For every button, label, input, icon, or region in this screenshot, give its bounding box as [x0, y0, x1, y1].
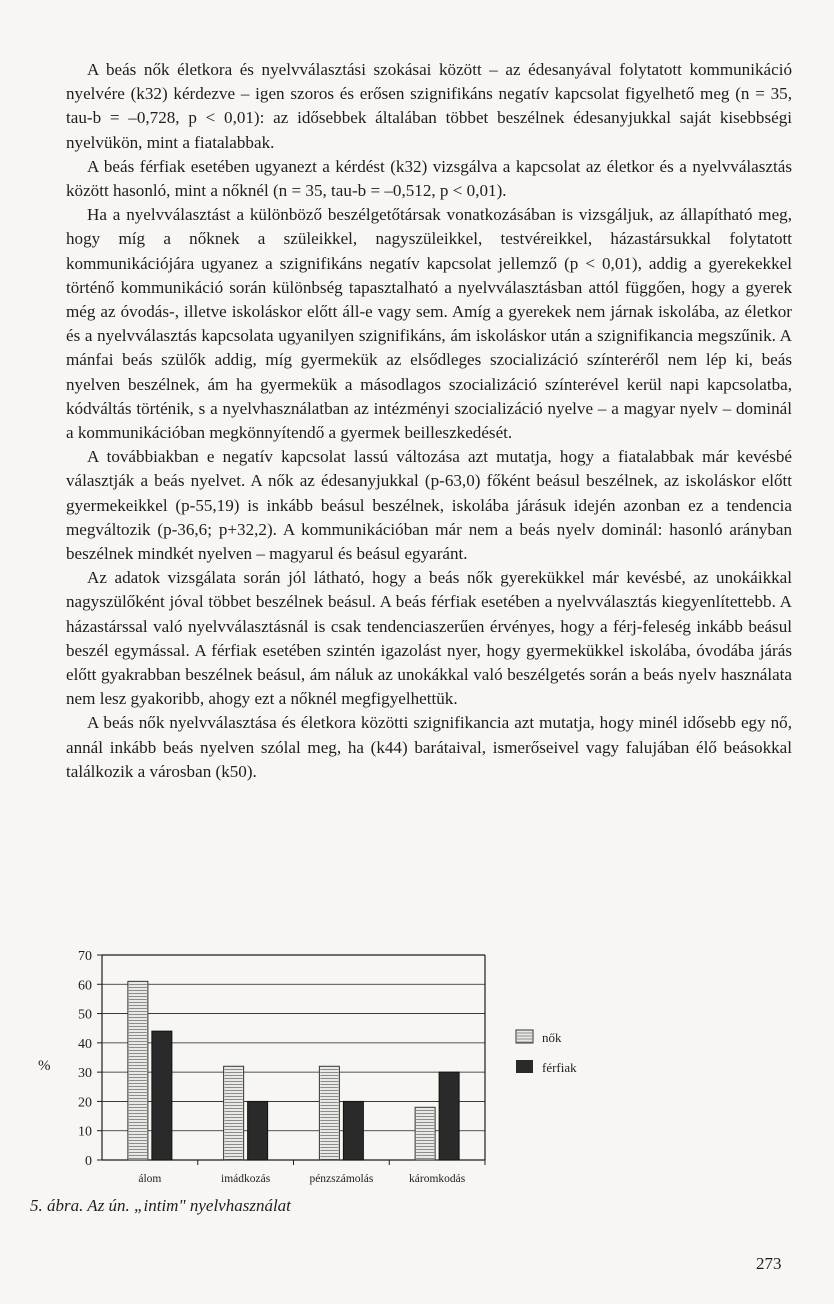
bar-ferfiak [152, 1031, 172, 1160]
bar-chart [30, 930, 630, 1200]
legend-label-ferfiak: férfiak [542, 1060, 577, 1075]
paragraph-3: Ha a nyelvválasztást a különböző beszélgetőtársak vonatkozásában is vizsgáljuk, az állapítható meg, hogy míg a nőknek a szüleikkel, nagyszüleikkel, testvéreikkel, házastársukkal folytatott kommunikációjára ugyanez a szignifikáns negatív kapcsolat jellemző (p < 0,01), addig a gyerekekkel történő kommunikáció során különbség tapasztalható a nyelvválasztásban attól függően, hogy a gyerek még az óvodás-, illetve iskoláskor előtt áll-e vagy sem. Amíg a gyerekek nem járnak iskolába, az életkor és a nyelvválasztás kapcsolata ugyanilyen szignifikáns, ám iskoláskor után a szignifikancia megszűnik. A mánfai beás szülők addig, míg gyermekük az elsődleges szocializáció színteréről nem lép ki, beás nyelven beszélnek, ám ha gyermekük a másodlagos szocializáció színterével kerül napi kapcsolatba, kódváltás történik, s a nyelvhasználatban az intézményi szocializáció nyelve – a magyar nyelv – dominál a kommunikációban megkönnyítendő a gyermek beilleszkedését. [66, 205, 792, 443]
x-tick-label: imádkozás [221, 1173, 271, 1185]
legend-label-nok: nők [542, 1030, 562, 1045]
y-tick-label: 0 [85, 1154, 92, 1169]
y-tick-label: 40 [78, 1036, 92, 1052]
figure-caption: 5. ábra. Az ún. „intim" nyelvhasználat [30, 1196, 291, 1215]
y-tick-label: 60 [78, 978, 92, 994]
legend-swatch-nok [516, 1030, 533, 1043]
legend-swatch-ferfiak [516, 1060, 533, 1073]
x-tick-label: álom [138, 1173, 162, 1185]
y-tick-label: 70 [78, 949, 92, 964]
paragraph-4: A továbbiakban e negatív kapcsolat lassú változása azt mutatja, hogy a fiatalabbak már kevésbé választják a beás nyelvet. A nők az édesanyjukkal (p-63,0) főként beásul beszélnek, az iskoláskor előtt gyermekeikkel (p-55,19) is inkább beásul beszélnek, iskolába járásuk idején azonban ez a tendencia megváltozik (p-36,6; p+32,2). A kommunikációban már nem a beás nyelv dominál: hasonló arányban beszélnek mindkét nyelven – magyarul és beásul egyaránt. [66, 447, 792, 564]
y-tick-label: 10 [78, 1124, 92, 1140]
y-axis-label: % [38, 1058, 51, 1074]
x-tick-label: káromkodás [409, 1173, 466, 1185]
paragraph-6: A beás nők nyelvválasztása és életkora közötti szignifikancia azt mutatja, hogy minél idősebb egy nő, annál inkább beás nyelven szólal meg, ha (k44) barátaival, ismerőseivel vagy falujában élő beásokkal találkozik a városban (k50). [66, 713, 792, 781]
y-tick-label: 30 [78, 1066, 92, 1082]
bar-ferfiak [439, 1072, 459, 1160]
paragraph-1: A beás nők életkora és nyelvválasztási szokásai között – az édesanyával folytatott kommunikáció nyelvére (k32) kérdezve – igen szoros és erősen szignifikáns negatív kapcsolat figyelhető meg (n = 35, tau-b = –0,728, p < 0,01): az idősebbek általában többet beszélnek édesanyjukkal saját kisebbségi nyelvükön, mint a fiatalabbak. [66, 60, 792, 152]
page-number: 273 [756, 1254, 782, 1273]
figure-bar-chart [30, 930, 630, 1220]
bar-nok [224, 1066, 244, 1160]
paragraph-5: Az adatok vizsgálata során jól látható, hogy a beás nők gyerekükkel már kevésbé, az unokáikkal nagyszülőként jóval többet beszélnek beásul. A beás férfiak esetében a nyelvválasztás kiegyenlítettebb. A házastárssal való nyelvválasztásnál is csak tendenciaszerűen érvényes, hogy a férj-feleség inkább beásul beszél egymással. A férfiak esetében szintén igazolást nyer, hogy gyermekükkel iskolába, óvodába járás előtt gyakrabban beszélnek beásul, ám náluk az unokákkal való beszélgetés során a beás nyelv használata nem lesz gyakoribb, ahogy ezt a nőknél megfigyelhettük. [66, 568, 792, 709]
page-body [66, 58, 792, 784]
y-tick-label: 50 [78, 1007, 92, 1023]
y-tick-label: 20 [78, 1095, 92, 1111]
x-tick-label: pénzszámolás [309, 1173, 374, 1185]
bar-ferfiak [343, 1101, 363, 1160]
bar-nok [319, 1066, 339, 1160]
paragraph-2: A beás férfiak esetében ugyanezt a kérdést (k32) vizsgálva a kapcsolat az életkor és a nyelvválasztás között hasonló, mint a nőknél (n = 35, tau-b = –0,512, p < 0,01). [66, 156, 792, 201]
bar-ferfiak [248, 1101, 268, 1160]
